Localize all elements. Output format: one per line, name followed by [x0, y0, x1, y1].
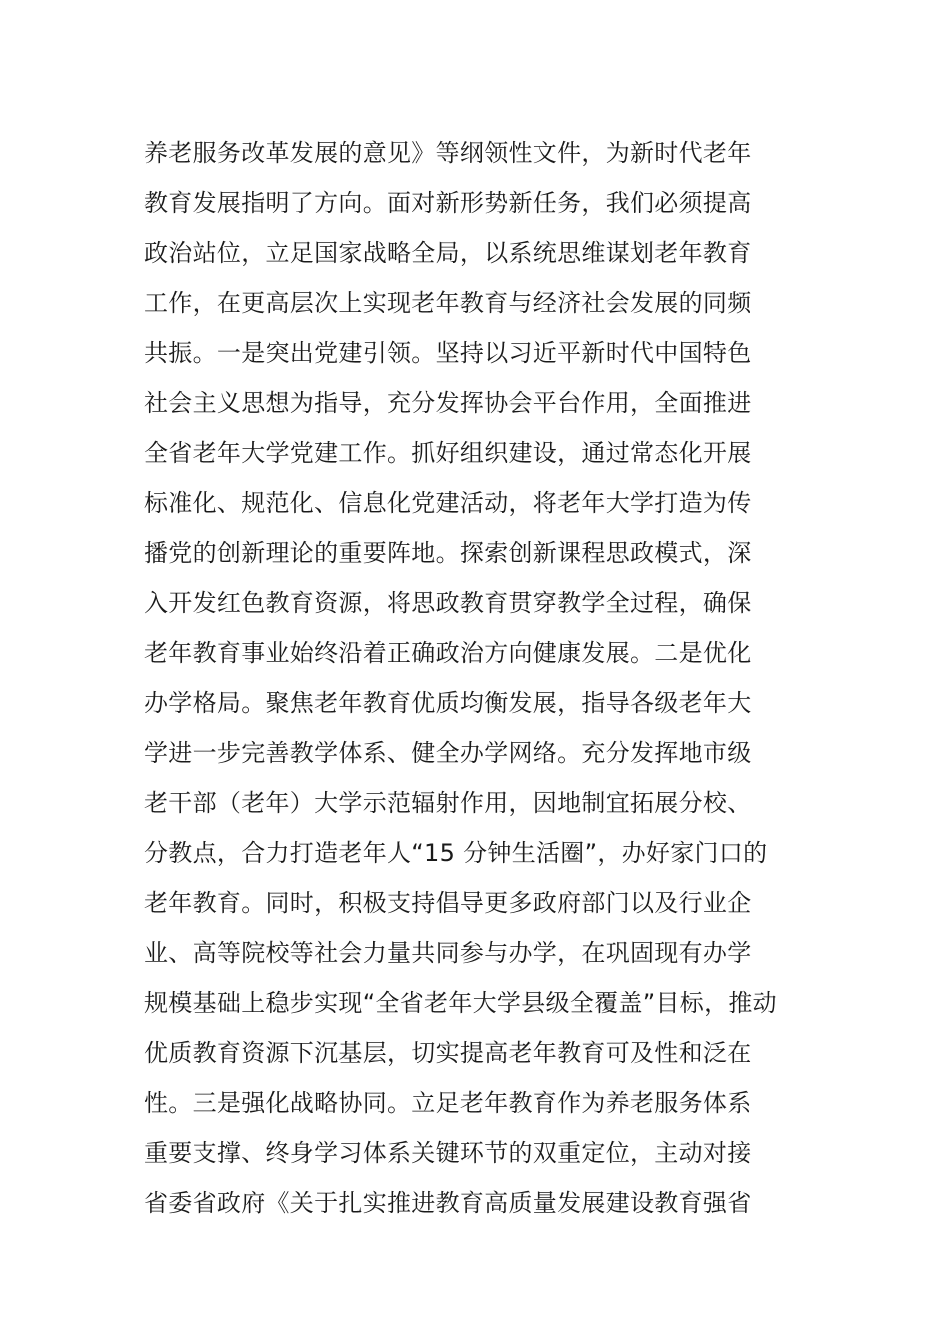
text-line: 优质教育资源下沉基层，切实提高老年教育可及性和泛在 [144, 1039, 752, 1067]
text-line: 办学格局。聚焦老年教育优质均衡发展，指导各级老年大 [144, 689, 752, 717]
text-line: 养老服务改革发展的意见》等纲领性文件，为新时代老年 [144, 139, 752, 167]
text-line: 老年教育。同时，积极支持倡导更多政府部门以及行业企 [144, 889, 752, 917]
text-line: 教育发展指明了方向。面对新形势新任务，我们必须提高 [144, 189, 752, 217]
text-line: 省委省政府《关于扎实推进教育高质量发展建设教育强省 [144, 1189, 752, 1217]
text-line: 重要支撑、终身学习体系关键环节的双重定位，主动对接 [144, 1139, 752, 1167]
text-line: 业、高等院校等社会力量共同参与办学，在巩固现有办学 [144, 939, 752, 967]
text-line: 政治站位，立足国家战略全局，以系统思维谋划老年教育 [144, 239, 752, 267]
text-line: 分教点，合力打造老年人“15 分钟生活圈”，办好家门口的 [144, 839, 768, 867]
text-line: 性。三是强化战略协同。立足老年教育作为养老服务体系 [144, 1089, 752, 1117]
body-text [144, 128, 824, 1228]
text-line: 规模基础上稳步实现“全省老年大学县级全覆盖”目标，推动 [144, 989, 777, 1017]
text-line: 标准化、规范化、信息化党建活动，将老年大学打造为传 [144, 489, 752, 517]
text-line: 工作，在更高层次上实现老年教育与经济社会发展的同频 [144, 289, 752, 317]
text-line: 全省老年大学党建工作。抓好组织建设，通过常态化开展 [144, 439, 752, 467]
text-line: 学进一步完善教学体系、健全办学网络。充分发挥地市级 [144, 739, 752, 767]
text-line: 社会主义思想为指导，充分发挥协会平台作用，全面推进 [144, 389, 752, 417]
text-line: 共振。一是突出党建引领。坚持以习近平新时代中国特色 [144, 339, 752, 367]
text-line: 老年教育事业始终沿着正确政治方向健康发展。二是优化 [144, 639, 752, 667]
text-line: 入开发红色教育资源，将思政教育贯穿教学全过程，确保 [144, 589, 752, 617]
text-line: 播党的创新理论的重要阵地。探索创新课程思政模式，深 [144, 539, 752, 567]
text-line: 老干部（老年）大学示范辐射作用，因地制宜拓展分校、 [144, 789, 752, 817]
